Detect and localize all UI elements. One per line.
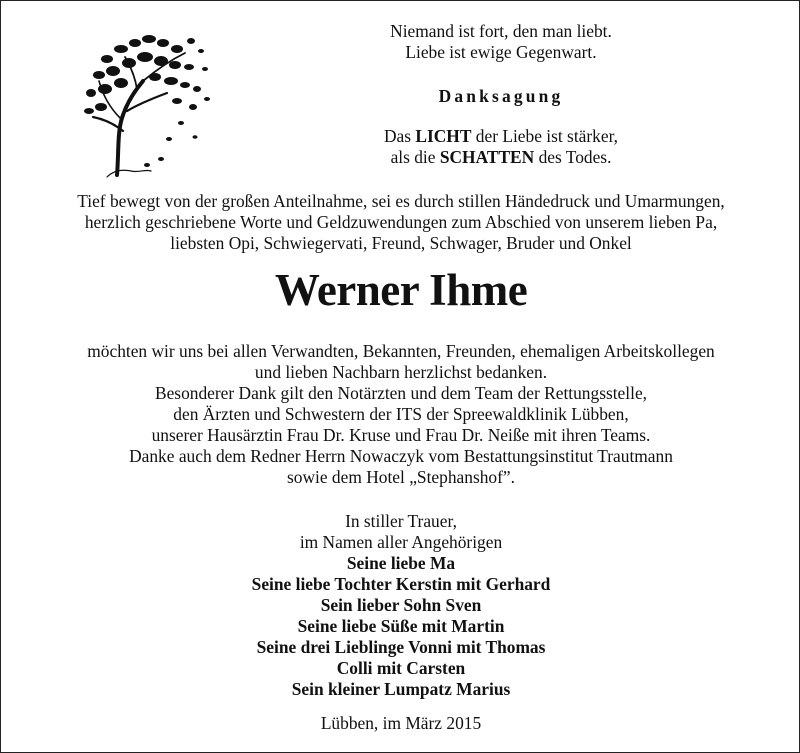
family-line: Sein kleiner Lumpatz Marius	[291, 679, 511, 699]
heading-danksagung: Danksagung	[438, 86, 564, 106]
thanks-line: und lieben Nachbarn herzlichst bedanken.	[254, 362, 548, 382]
family-line: Seine drei Lieblinge Vonni mit Thomas	[256, 637, 546, 657]
quote-text: der Liebe ist stärker,	[471, 126, 619, 146]
family-line: Seine liebe Ma	[346, 553, 456, 573]
place-date: Lübben, im März 2015	[320, 713, 482, 733]
mourning-line-2: im Namen aller Angehörigen	[299, 532, 503, 552]
family-line: Sein lieber Sohn Sven	[320, 595, 482, 615]
quote-line-2	[101, 147, 800, 168]
intro-line: Tief bewegt von der großen Anteilnahme, sei es durch stillen Händedruck und Umarmungen,	[77, 191, 725, 211]
thanks-line: sowie dem Hotel „Stephanshof”.	[287, 467, 515, 487]
mourning-line-1: In stiller Trauer,	[345, 511, 457, 531]
family-line: Colli mit Carsten	[336, 658, 466, 678]
quote-emphasis-licht: LICHT	[415, 126, 472, 146]
family-line: Seine liebe Tochter Kerstin mit Gerhard	[251, 574, 551, 594]
thanks-line: möchten wir uns bei allen Verwandten, Bekannten, Freunden, ehemaligen Arbeitskollegen	[87, 341, 715, 361]
thanks-line: Besonderer Dank gilt den Notärzten und dem Team der Rettungsstelle,	[154, 383, 648, 403]
quote-line-1	[101, 126, 800, 147]
quote-emphasis-schatten: SCHATTEN	[439, 147, 535, 167]
intro-line: liebsten Opi, Schwiegervati, Freund, Schwager, Bruder und Onkel	[170, 233, 632, 253]
quote-text: Das	[383, 126, 416, 146]
thanks-line: den Ärzten und Schwestern der ITS der Spreewaldklinik Lübben,	[173, 404, 629, 424]
quote-text: als die	[390, 147, 440, 167]
motto-line-1: Niemand ist fort, den man liebt.	[390, 21, 612, 41]
deceased-name: Werner Ihme	[274, 265, 528, 315]
thanks-line: Danke auch dem Redner Herrn Nowaczyk vom Bestattungsinstitut Trautmann	[129, 446, 673, 466]
thanks-line: unserer Hausärztin Frau Dr. Kruse und Frau Dr. Neiße mit ihren Teams.	[151, 425, 651, 445]
family-line: Seine liebe Süße mit Martin	[297, 616, 505, 636]
quote-text: des Todes.	[534, 147, 612, 167]
motto-line-2: Liebe ist ewige Gegenwart.	[405, 42, 597, 62]
intro-line: herzlich geschriebene Worte und Geldzuwendungen zum Abschied von unserem lieben Pa,	[84, 212, 718, 232]
